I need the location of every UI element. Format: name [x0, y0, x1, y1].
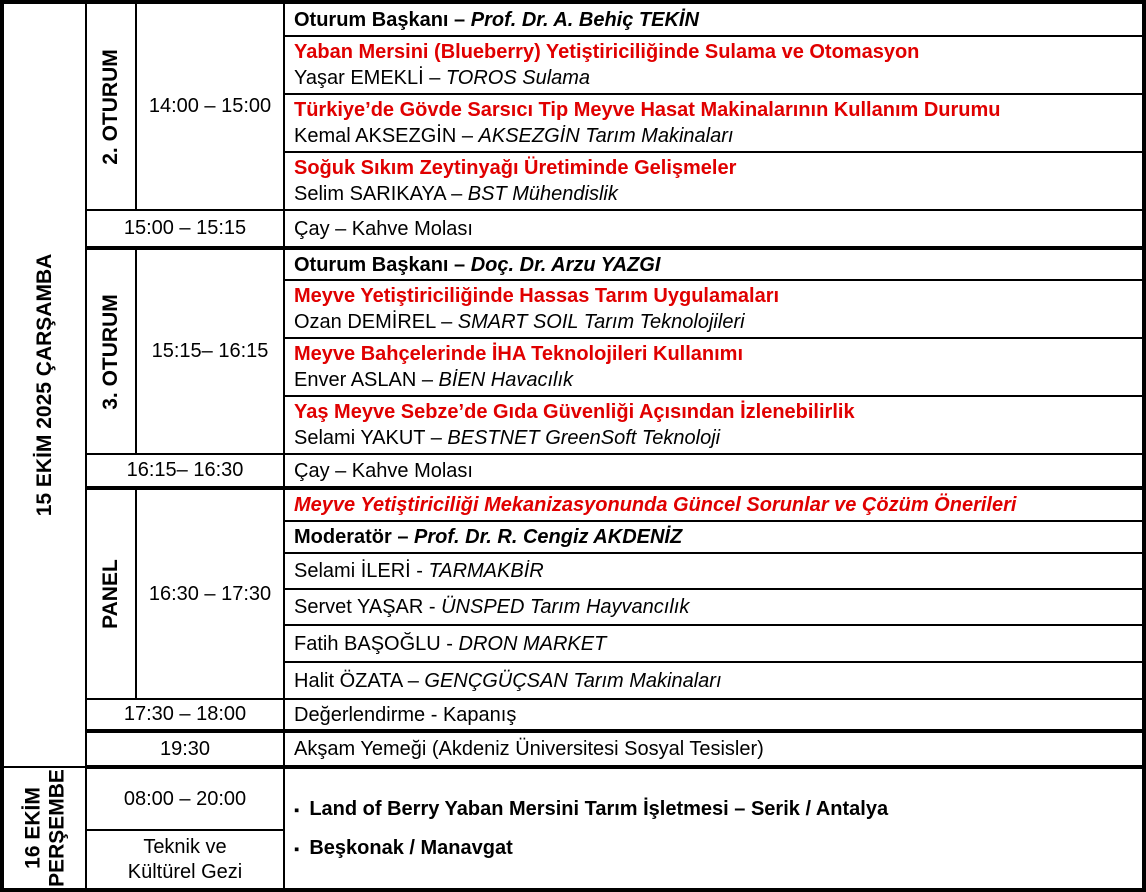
session2-chair-prefix: Oturum Başkanı – — [294, 8, 466, 31]
dinner-label-cell — [284, 731, 1144, 767]
break2-time-cell — [86, 454, 284, 488]
talk-cell — [284, 152, 1144, 210]
session2-time-cell — [136, 2, 284, 210]
panelist-name: Selami İLERİ - — [294, 560, 423, 582]
closing-label-cell — [284, 699, 1144, 731]
moderator-name: Prof. Dr. R. Cengiz AKDENİZ — [414, 526, 683, 548]
dinner-time-cell — [86, 731, 284, 767]
session2-chair-cell — [284, 2, 1144, 36]
session3-label: 3. OTURUM — [99, 293, 123, 410]
day2-time-cell — [86, 767, 284, 830]
closing-time: 17:30 – 18:00 — [123, 703, 247, 725]
trip-item-label: Land of Berry Yaban Mersini Tarım İşletmesi – Serik / Antalya — [309, 797, 889, 820]
trip-item — [294, 837, 1134, 860]
talk-cell — [284, 94, 1144, 152]
session3-label-cell — [86, 248, 136, 454]
talk-title: Yaş Meyve Sebze’de Gıda Güvenliği Açısından İzlenebilirlik — [294, 401, 855, 423]
trip-item-label: Beşkonak / Manavgat — [309, 836, 513, 859]
panel-moderator-cell — [284, 521, 1144, 553]
closing-label: Değerlendirme - Kapanış — [294, 703, 517, 726]
day2-activity-label: Teknik ve Kültürel Gezi — [127, 835, 243, 883]
panel-title-cell — [284, 488, 1144, 521]
session3-time-cell — [136, 248, 284, 454]
session3-chair-cell — [284, 248, 1144, 280]
day2-time: 08:00 – 20:00 — [123, 787, 247, 810]
break1-label: Çay – Kahve Molası — [294, 217, 473, 240]
break2-label: Çay – Kahve Molası — [294, 459, 473, 482]
moderator-prefix: Moderatör – — [294, 526, 409, 548]
talk-cell — [284, 396, 1144, 454]
day2-destinations-cell — [284, 767, 1144, 890]
talk-cell — [284, 338, 1144, 396]
panelist-cell — [284, 662, 1144, 699]
talk-cell — [284, 36, 1144, 94]
session2-chair-name: Prof. Dr. A. Behiç TEKİN — [470, 8, 699, 31]
panel-time: 16:30 – 17:30 — [148, 582, 272, 605]
dinner-time: 19:30 — [159, 737, 211, 760]
panelist-org: GENÇGÜÇSAN Tarım Makinaları — [424, 669, 722, 692]
break2-label-cell — [284, 454, 1144, 488]
day2-date-cell — [2, 767, 86, 890]
talk-title: Yaban Mersini (Blueberry) Yetiştiriciliğinde Sulama ve Otomasyon — [294, 41, 920, 63]
panelist-name: Halit ÖZATA – — [294, 669, 419, 692]
talk-cell — [284, 280, 1144, 338]
panelist-name: Servet YAŞAR - — [294, 596, 436, 618]
session2-label-cell — [86, 2, 136, 210]
panelist-cell — [284, 625, 1144, 662]
break1-time-cell — [86, 210, 284, 248]
day2-date-label: 16 EKİM PERŞEMBE — [20, 769, 68, 887]
talk-speaker-line: Selami YAKUT – BESTNET GreenSoft Teknoloji — [294, 427, 721, 449]
session2-time: 14:00 – 15:00 — [148, 95, 272, 117]
panelist-cell — [284, 553, 1144, 589]
panelist-org: ÜNSPED Tarım Hayvancılık — [441, 596, 690, 618]
break2-time: 16:15– 16:30 — [126, 459, 244, 481]
talk-speaker-line: Yaşar EMEKLİ – TOROS Sulama — [294, 67, 591, 89]
panel-label: PANEL — [99, 559, 123, 629]
closing-time-cell — [86, 699, 284, 731]
talk-speaker-line: Selim SARIKAYA – BST Mühendislik — [294, 183, 618, 205]
session2-label: 2. OTURUM — [99, 48, 123, 165]
session3-time: 15:15– 16:15 — [151, 340, 269, 362]
talk-title: Meyve Bahçelerinde İHA Teknolojileri Kullanımı — [294, 343, 744, 365]
square-bullet-icon: ▪ — [294, 840, 300, 858]
panel-title: Meyve Yetiştiriciliği Mekanizasyonunda Güncel Sorunlar ve Çözüm Önerileri — [294, 494, 1017, 516]
talk-speaker-line: Ozan DEMİREL – SMART SOIL Tarım Teknolojileri — [294, 311, 745, 333]
day2-activity-cell — [86, 830, 284, 890]
talk-speaker-line: Kemal AKSEZGİN – AKSEZGİN Tarım Makinaları — [294, 125, 734, 147]
panelist-org: DRON MARKET — [458, 632, 607, 655]
square-bullet-icon: ▪ — [294, 801, 300, 819]
break1-label-cell — [284, 210, 1144, 248]
talk-title: Türkiye’de Gövde Sarsıcı Tip Meyve Hasat Makinalarının Kullanım Durumu — [294, 99, 1001, 121]
session3-chair-name: Doç. Dr. Arzu YAZGI — [470, 253, 661, 276]
panelist-cell — [284, 589, 1144, 625]
day1-date-cell — [2, 2, 86, 767]
panel-time-cell — [136, 488, 284, 699]
talk-speaker-line: Enver ASLAN – BİEN Havacılık — [294, 369, 574, 391]
panel-label-cell — [86, 488, 136, 699]
trip-item — [294, 798, 1134, 821]
session3-chair-prefix: Oturum Başkanı – — [294, 253, 466, 276]
talk-title: Meyve Yetiştiriciliğinde Hassas Tarım Uygulamaları — [294, 285, 780, 307]
talk-title: Soğuk Sıkım Zeytinyağı Üretiminde Gelişmeler — [294, 157, 737, 179]
panelist-org: TARMAKBİR — [428, 560, 544, 582]
dinner-label: Akşam Yemeği (Akdeniz Üniversitesi Sosyal Tesisler) — [294, 738, 764, 760]
panelist-name: Fatih BAŞOĞLU - — [294, 632, 453, 655]
break1-time: 15:00 – 15:15 — [123, 217, 247, 239]
day1-date-label: 15 EKİM 2025 ÇARŞAMBA — [32, 253, 56, 517]
